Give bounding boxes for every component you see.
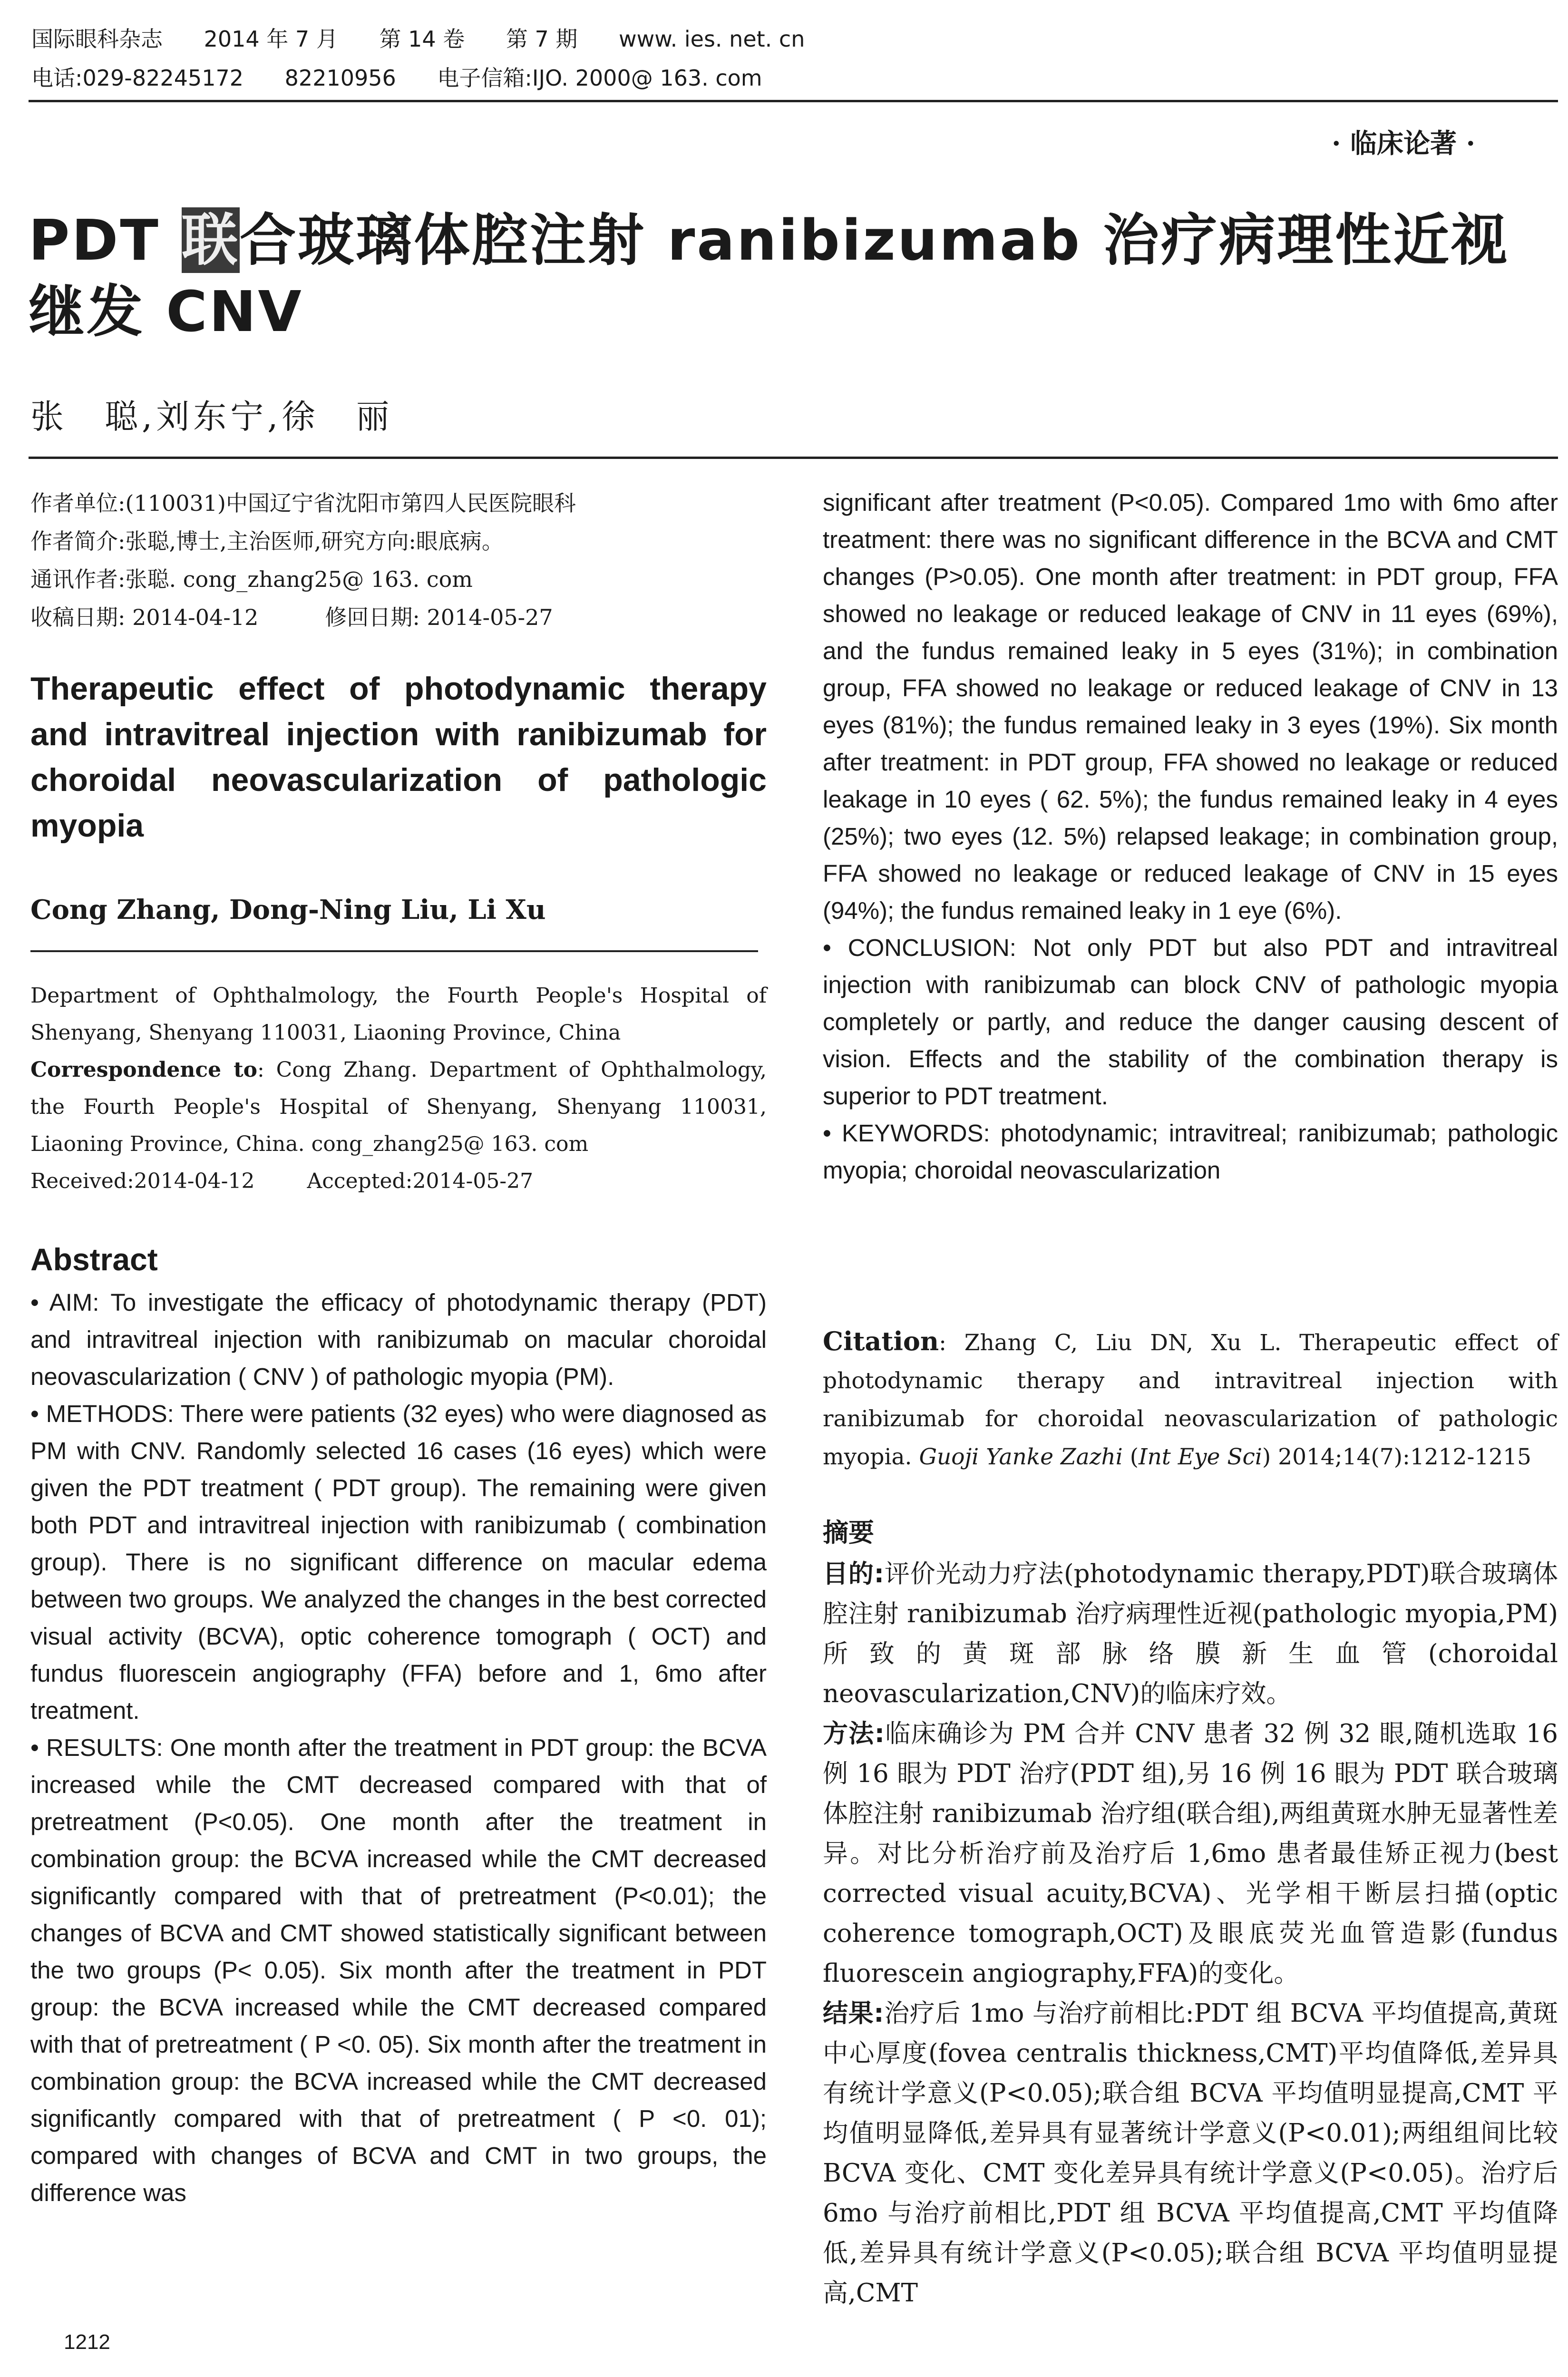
revised-date: 修回日期: 2014-05-27 bbox=[325, 604, 553, 630]
abstract-body-right bbox=[823, 484, 1558, 1189]
citation-journal: Guoji Yanke Zazhi bbox=[919, 1444, 1123, 1470]
header-divider bbox=[29, 100, 1558, 102]
author-meta-cn bbox=[30, 484, 767, 636]
section-tag: · 临床论著 · bbox=[1332, 128, 1475, 159]
abstract-results: • RESULTS: One month after the treatment in PDT group: the BCVA increased while the CMT decreased compared with that of pretreatment (P<0.05). One month after the treatment in combination group: the BCVA increased while the CMT decreased significantly compared with that of pretreatment (P<0.01); the changes of BCVA and CMT showed statistically significant between the two groups (P< 0.05). Six month after the treatment in PDT group: the BCVA increased while the CMT decreased compared with that of pretreatment ( P <0. 05). Six month after the treatment in combination group: the BCVA increased while the CMT decreased significantly compared with that of pretreatment ( P <0. 01); compared with changes of BCVA and CMT in two groups, the difference was bbox=[30, 1734, 767, 2206]
volume: 第 14 卷 bbox=[379, 26, 465, 52]
phone: 电话:029-82245172 bbox=[31, 65, 244, 91]
correspondence: Correspondence to: Cong Zhang. Department of Ophthalmology, the Fourth People's Hospital of Shenyang, Shenyang 110031, Liaoning Province, China. cong_zhang25@ 163. com bbox=[30, 1058, 767, 1156]
title-highlight: 联 bbox=[182, 207, 240, 273]
authors-cn: 张 聪,刘东宁,徐 丽 bbox=[30, 397, 393, 436]
corresponding-author: 通讯作者:张聪. cong_zhang25@ 163. com bbox=[30, 566, 473, 592]
journal-website[interactable]: www. ies. net. cn bbox=[619, 26, 805, 52]
author-intro: 作者简介:张聪,博士,主治医师,研究方向:眼底病。 bbox=[30, 528, 504, 554]
abstract-body-left bbox=[30, 1284, 767, 2211]
dates-cn bbox=[30, 598, 767, 636]
journal-email[interactable]: 电子信箱:IJO. 2000@ 163. com bbox=[437, 65, 762, 91]
received-date: 收稿日期: 2014-04-12 bbox=[30, 604, 259, 630]
abstract-aim: • AIM: To investigate the efficacy of photodynamic therapy (PDT) and intravitreal injection with ranibizumab on macular choroidal neovascularization ( CNV ) of pathologic myopia (PM). bbox=[30, 1289, 767, 1390]
author-unit: 作者单位:(110031)中国辽宁省沈阳市第四人民医院眼科 bbox=[30, 490, 576, 516]
department: Department of Ophthalmology, the Fourth People's Hospital of Shenyang, Shenyang 110031, Liaoning Province, China bbox=[30, 984, 767, 1045]
cn-abstract-aim: 目的:评价光动力疗法(photodynamic therapy,PDT)联合玻璃体腔注射 ranibizumab 治疗病理性近视(pathologic myopia,PM)所致的黄斑部脉络膜新生血管(choroidal neovascularization,CNV)的临床疗效。 bbox=[823, 1559, 1558, 1708]
dates-en bbox=[30, 1163, 767, 1200]
article-title-cn: PDT 联合玻璃体腔注射 ranibizumab 治疗病理性近视继发 CNV bbox=[29, 207, 1510, 344]
article-title-en: Therapeutic effect of photodynamic therapy and intravitreal injection with ranibizumab for choroidal neovascularization of pathologic myopia bbox=[30, 671, 767, 844]
abstract-methods: • METHODS: There were patients (32 eyes) who were diagnosed as PM with CNV. Randomly selected 16 cases (16 eyes) which were given the PDT treatment ( PDT group). The remaining were given both PDT and intravitreal injection with ranibizumab ( combination group). There is no significant difference on macular edema between two groups. We analyzed the changes in the best corrected visual activity (BCVA), optic coherence tomograph ( OCT) and fundus fluorescein angiography (FFA) before and 1, 6mo after treatment. bbox=[30, 1400, 767, 1724]
citation: Citation: Zhang C, Liu DN, Xu L. Therapeutic effect of photodynamic therapy and intravitreal injection with ranibizumab for choroidal neovascularization of pathologic myopia. Guoji Yanke Zazhi (Int Eye Sci) 2014;14(7):1212-1215 bbox=[823, 1326, 1558, 1470]
issue-number: 第 7 期 bbox=[506, 26, 578, 52]
abstract-conclusion: • CONCLUSION: Not only PDT but also PDT and intravitreal injection with ranibizumab can block CNV of pathologic myopia completely or partly, and reduce the danger causing descent of vision. Effects and the stability of the combination therapy is superior to PDT treatment. bbox=[823, 934, 1558, 1110]
cn-abstract-heading: 摘要 bbox=[823, 1518, 874, 1548]
correspondence-label: Correspondence to bbox=[30, 1058, 257, 1082]
received-en: Received:2014-04-12 bbox=[30, 1169, 255, 1193]
phone2: 82210956 bbox=[284, 65, 396, 91]
title-divider bbox=[29, 457, 1558, 459]
page-number: 1212 bbox=[64, 2330, 110, 2354]
affiliation-en bbox=[30, 977, 767, 1200]
citation-journal-abbr: Int Eye Sci bbox=[1139, 1444, 1262, 1470]
cn-abstract-results: 结果:治疗后 1mo 与治疗前相比:PDT 组 BCVA 平均值提高,黄斑中心厚度(fovea centralis thickness,CMT)平均值降低,差异具有统计学意义(P<0.05);联合组 BCVA 平均值明显提高,CMT 平均值明显降低,差异具有显著统计学意义(P<0.01);两组组间比较 BCVA 变化、CMT 变化差异具有统计学意义(P<0.05)。治疗后 6mo 与治疗前相比,PDT 组 BCVA 平均值提高,CMT 平均值降低,差异具有统计学意义(P<0.05);联合组 BCVA 平均值明显提高,CMT bbox=[823, 1999, 1558, 2308]
authors-divider bbox=[30, 950, 758, 952]
authors-en: Cong Zhang, Dong-Ning Liu, Li Xu bbox=[30, 894, 546, 925]
cn-abstract-body bbox=[823, 1554, 1558, 2313]
journal-name: 国际眼科杂志 bbox=[31, 26, 163, 52]
abstract-heading: Abstract bbox=[30, 1242, 158, 1277]
journal-contact bbox=[31, 64, 1563, 92]
cn-abstract-methods: 方法:临床确诊为 PM 合并 CNV 患者 32 例 32 眼,随机选取 16 例 16 眼为 PDT 治疗(PDT 组),另 16 例 16 眼为 PDT 联合玻璃体腔注射 ranibizumab 治疗组(联合组),两组黄斑水肿无显著性差异。对比分析治疗前及治疗后 1,6mo 患者最佳矫正视力(best corrected visual acuity,BCVA)、光学相干断层扫描(optic coherence tomograph,OCT)及眼底荧光血管造影(fundus fluorescein angiography,FFA)的变化。 bbox=[823, 1719, 1558, 1988]
issue-date: 2014 年 7 月 bbox=[204, 26, 338, 52]
abstract-results-cont: significant after treatment (P<0.05). Compared 1mo with 6mo after treatment: there was no significant difference in the BCVA and CMT changes (P>0.05). One month after treatment: in PDT group, FFA showed no leakage or reduced leakage of CNV in 11 eyes (69%), and the fundus remained leaky in 5 eyes (31%); in combination group, FFA showed no leakage or reduced leakage of CNV in 13 eyes (81%); the fundus remained leaky in 3 eyes (19%). Six month after treatment: in PDT group, FFA showed no leakage or reduced leakage in 10 eyes ( 62. 5%); the fundus remained leaky in 4 eyes (25%); two eyes (12. 5%) relapsed leakage; in combination group, FFA showed no leakage or reduced leakage of CNV in 15 eyes (94%); the fundus remained leaky in 1 eye (6%). bbox=[823, 489, 1558, 924]
accepted-en: Accepted:2014-05-27 bbox=[307, 1169, 534, 1193]
citation-label: Citation bbox=[823, 1326, 939, 1356]
abstract-keywords: • KEYWORDS: photodynamic; intravitreal; ranibizumab; pathologic myopia; choroidal neovascularization bbox=[823, 1120, 1558, 1184]
journal-header bbox=[31, 25, 1563, 53]
